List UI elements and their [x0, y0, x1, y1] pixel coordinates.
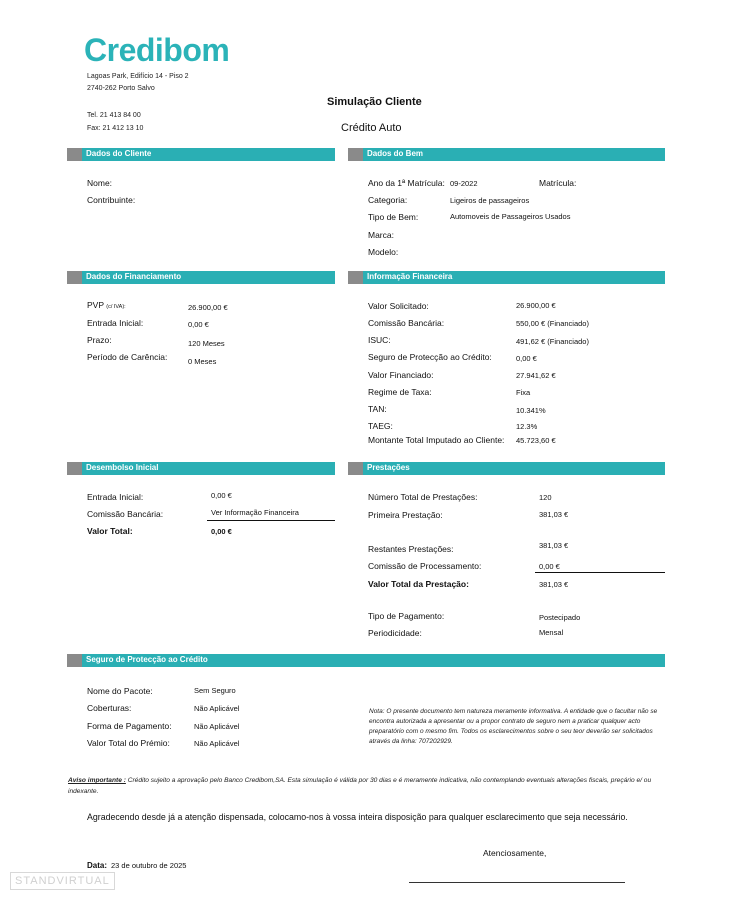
agradecimento: Agradecendo desde já a atenção dispensada, colocamo-nos à vossa inteira disposição para qualquer esclarecimento que seja necessário. — [87, 812, 628, 822]
document-title: Simulação Cliente — [327, 96, 422, 108]
desembolso-total-label: Valor Total: — [87, 526, 133, 536]
section-dados-financiamento — [67, 271, 335, 284]
aviso-label: Aviso importante : — [68, 777, 126, 784]
taeg-value: 12.3% — [516, 422, 538, 431]
section-seguro-protecao — [67, 654, 665, 667]
periodicidade-label: Periodicidade: — [368, 628, 422, 638]
marca-label: Marca: — [368, 230, 394, 240]
periodicidade-value: Mensal — [539, 628, 564, 637]
section-informacao-financeira — [348, 271, 665, 284]
comissao-processamento-value: 0,00 € — [539, 562, 560, 571]
address-line-2: 2740-262 Porto Salvo — [87, 85, 155, 92]
desembolso-total-value: 0,00 € — [211, 527, 232, 536]
valor-premio-value: Não Aplicável — [194, 739, 240, 748]
section-prestacoes — [348, 462, 665, 475]
prazo-value: 120 Meses — [188, 339, 225, 348]
credibom-logo: Credibom — [84, 32, 230, 68]
taeg-label: TAEG: — [368, 421, 393, 431]
section-title: Seguro de Protecção ao Crédito — [86, 655, 208, 664]
comissao-bancaria-value: 550,00 € (Financiado) — [516, 319, 589, 328]
desembolso-divider — [207, 520, 335, 521]
valor-premio-label: Valor Total do Prémio: — [87, 738, 170, 748]
mtic-label: Montante Total Imputado ao Cliente: — [368, 435, 505, 445]
section-title: Informação Financeira — [367, 272, 453, 281]
section-title: Dados do Cliente — [86, 149, 152, 158]
comissao-processamento-label: Comissão de Processamento: — [368, 561, 482, 571]
valor-solicitado-value: 26.900,00 € — [516, 301, 556, 310]
section-title: Prestações — [367, 463, 410, 472]
section-title: Desembolso Inicial — [86, 463, 159, 472]
section-title: Dados do Financiamento — [86, 272, 182, 281]
section-desembolso-inicial — [67, 462, 335, 475]
pvp-label-text: PVP — [87, 300, 104, 310]
regime-taxa-label: Regime de Taxa: — [368, 387, 432, 397]
telephone: Tel. 21 413 84 00 — [87, 112, 141, 119]
valor-solicitado-label: Valor Solicitado: — [368, 301, 429, 311]
restantes-prestacoes-value: 381,03 € — [539, 541, 569, 550]
tipo-bem-value: Automoveis de Passageiros Usados — [450, 212, 571, 221]
signature-line — [409, 882, 625, 883]
pvp-label-suffix: (c/ IVA): — [106, 304, 126, 310]
numero-prestacoes-value: 120 — [539, 493, 552, 502]
valor-total-prestacao-label: Valor Total da Prestação: — [368, 579, 469, 589]
tipo-pagamento-value: Postecipado — [539, 613, 581, 622]
desembolso-entrada-label: Entrada Inicial: — [87, 492, 144, 502]
isuc-label: ISUC: — [368, 335, 391, 345]
standvirtual-watermark: STANDVIRTUAL — [10, 872, 115, 890]
primeira-prestacao-value: 381,03 € — [539, 510, 569, 519]
isuc-value: 491,62 € (Financiado) — [516, 337, 589, 346]
fax: Fax: 21 412 13 10 — [87, 125, 144, 132]
seguro-protecao-value: 0,00 € — [516, 354, 537, 363]
carencia-label: Período de Carência: — [87, 352, 168, 362]
pvp-label — [87, 300, 126, 310]
seguro-protecao-label: Seguro de Protecção ao Crédito: — [368, 352, 492, 362]
modelo-label: Modelo: — [368, 247, 399, 257]
categoria-label: Categoria: — [368, 195, 408, 205]
nome-pacote-label: Nome do Pacote: — [87, 686, 153, 696]
desembolso-entrada-value: 0,00 € — [211, 491, 232, 500]
tipo-bem-label: Tipo de Bem: — [368, 212, 419, 222]
numero-prestacoes-label: Número Total de Prestações: — [368, 492, 478, 502]
section-dados-bem — [348, 148, 665, 161]
prazo-label: Prazo: — [87, 335, 112, 345]
ano-matricula-value: 09-2022 — [450, 179, 478, 188]
section-dados-cliente — [67, 148, 335, 161]
nome-label: Nome: — [87, 178, 113, 188]
mtic-value: 45.723,60 € — [516, 436, 556, 445]
ano-matricula-label: Ano da 1ª Matrícula: — [368, 178, 445, 188]
desembolso-comissao-label: Comissão Bancária: — [87, 509, 164, 519]
valor-financiado-value: 27.941,62 € — [516, 371, 556, 380]
data-label: Data: — [87, 861, 108, 870]
categoria-value: Ligeiros de passageiros — [450, 196, 530, 205]
valor-financiado-label: Valor Financiado: — [368, 370, 434, 380]
document-subtitle: Crédito Auto — [341, 122, 402, 134]
tan-label: TAN: — [368, 404, 387, 414]
atenciosamente: Atenciosamente, — [483, 848, 547, 858]
contribuinte-label: Contribuinte: — [87, 195, 136, 205]
section-title: Dados do Bem — [367, 149, 424, 158]
entrada-inicial-label: Entrada Inicial: — [87, 318, 144, 328]
valor-total-prestacao-value: 381,03 € — [539, 580, 569, 589]
restantes-prestacoes-label: Restantes Prestações: — [368, 544, 454, 554]
aviso-importante — [68, 775, 668, 797]
primeira-prestacao-label: Primeira Prestação: — [368, 510, 443, 520]
comissao-bancaria-label: Comissão Bancária: — [368, 318, 445, 328]
matricula-label: Matrícula: — [539, 178, 577, 188]
seguro-nota: Nota: O presente documento tem natureza meramente informativa. A entidade que o facultar não se encontra autorizada a apresentar ou a propor contrato de seguro nem a praticar qualquer acto preparatório com o mesmo fim. Todos os esclarecimentos sobre o seu teor deverão ser solicitados através da linha: 707202929. — [369, 708, 658, 745]
tan-value: 10.341% — [516, 406, 546, 415]
address-line-1: Lagoas Park, Edifício 14 - Piso 2 — [87, 73, 189, 80]
desembolso-comissao-value: Ver Informação Financeira — [211, 508, 299, 517]
pvp-value: 26.900,00 € — [188, 303, 228, 312]
forma-pagamento-label: Forma de Pagamento: — [87, 721, 172, 731]
coberturas-value: Não Aplicável — [194, 704, 240, 713]
regime-taxa-value: Fixa — [516, 388, 531, 397]
carencia-value: 0 Meses — [188, 357, 217, 366]
forma-pagamento-value: Não Aplicável — [194, 722, 240, 731]
entrada-inicial-value: 0,00 € — [188, 320, 209, 329]
aviso-text: Crédito sujeito a aprovação pelo Banco Credibom,SA. Esta simulação é válida por 30 dias e é meramente indicativa, não contemplando eventuais alterações fiscais, preçário e/ ou indexante. — [68, 777, 652, 795]
nome-pacote-value: Sem Seguro — [194, 686, 236, 695]
data-value: 23 de outubro de 2025 — [111, 861, 187, 870]
coberturas-label: Coberturas: — [87, 703, 132, 713]
tipo-pagamento-label: Tipo de Pagamento: — [368, 611, 445, 621]
prestacoes-divider — [535, 572, 665, 573]
